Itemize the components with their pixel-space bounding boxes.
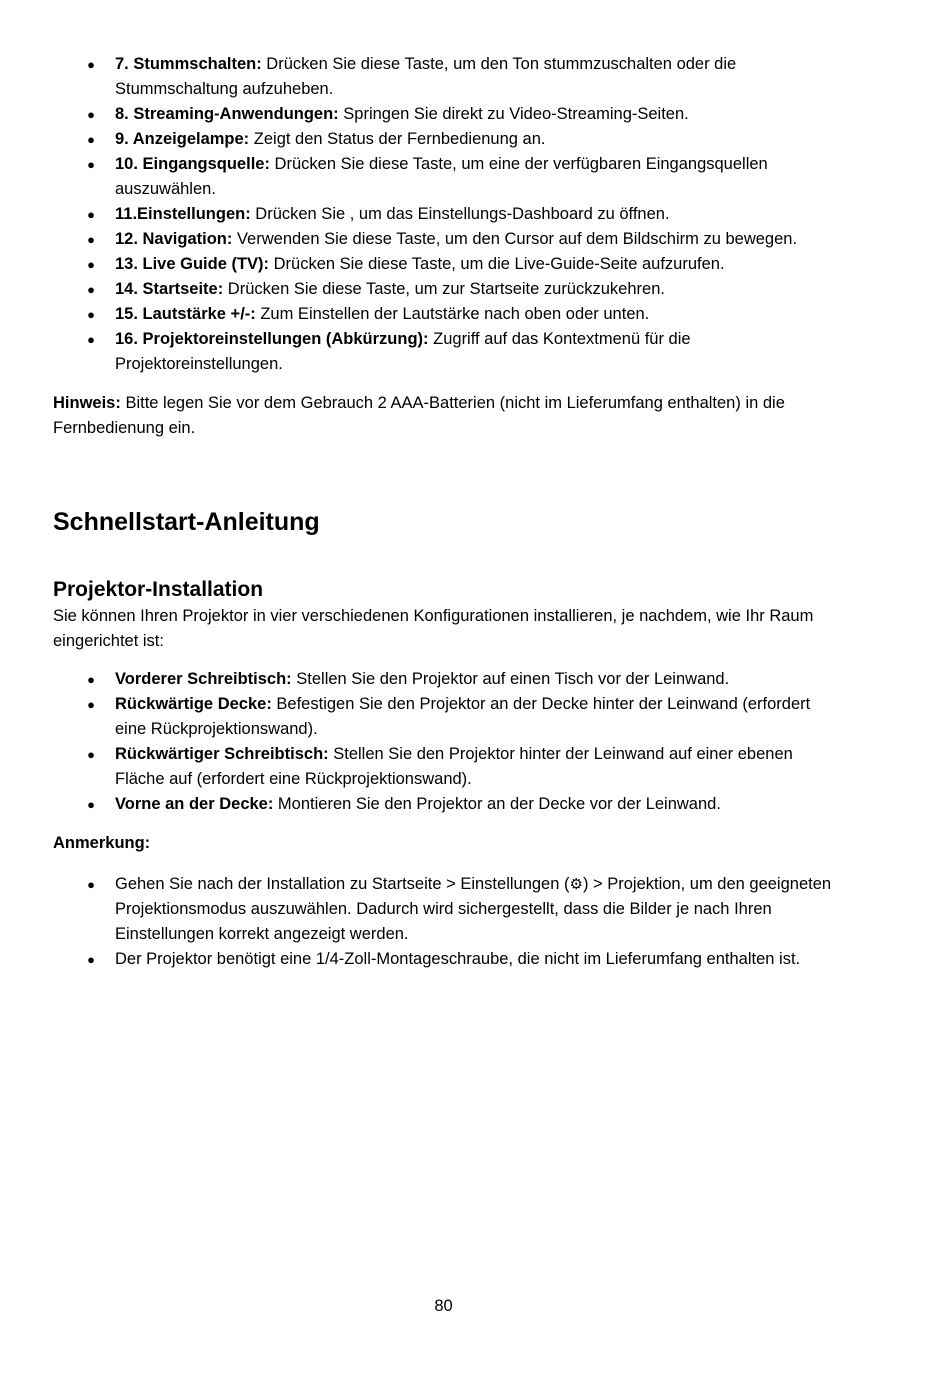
gear-icon: ⚙ [569,876,583,893]
list-item: ● Rückwärtige Decke: Befestigen Sie den Projektor an der Decke hinter der Leinwand (erfordert eine Rückprojektionswand). [53,692,833,742]
list-item: ● 15. Lautstärke +/-: Zum Einstellen der Lautstärke nach oben oder unten. [53,302,833,327]
list-item: ● Gehen Sie nach der Installation zu Startseite > Einstellungen (⚙) > Projektion, um den geeigneten Projektionsmodus auszuwählen. Dadurch wird sichergestellt, dass die Bilder je nach Ihren Einstellungen korrekt angezeigt werden. [53,872,833,947]
bullet: ● [87,257,95,272]
bullet: ● [87,207,95,222]
subsection-title: Projektor-Installation [53,578,264,601]
list-item: ● 10. Eingangsquelle: Drücken Sie diese Taste, um eine der verfügbaren Eingangsquellen auszuwählen. [53,152,833,202]
anmerkung-label: Anmerkung: [53,834,151,852]
page-number: 80 [434,1297,453,1315]
intro-paragraph: Sie können Ihren Projektor in vier verschiedenen Konfigurationen installieren, je nachdem, wie Ihr Raum eingerichtet ist: [53,607,814,650]
bullet: ● [87,307,95,322]
bullet: ● [87,132,95,147]
bullet: ● [87,232,95,247]
bullet: ● [87,797,95,812]
list-item: ● Der Projektor benötigt eine 1/4-Zoll-Montageschraube, die nicht im Lieferumfang enthalten ist. [53,947,833,972]
list-item: ● 11.Einstellungen: Drücken Sie , um das Einstellungs-Dashboard zu öffnen. [53,202,833,227]
list-item: ● 9. Anzeigelampe: Zeigt den Status der Fernbedienung an. [53,127,833,152]
bullet: ● [87,952,95,967]
bullet: ● [87,877,95,892]
list-item: ● 14. Startseite: Drücken Sie diese Taste, um zur Startseite zurückzukehren. [53,277,833,302]
bullet: ● [87,747,95,762]
bullet: ● [87,282,95,297]
list-item: ● 8. Streaming-Anwendungen: Springen Sie direkt zu Video-Streaming-Seiten. [53,102,833,127]
document-page [53,50,833,972]
bullet: ● [87,107,95,122]
bullet: ● [87,157,95,172]
bullet: ● [87,57,95,72]
section-title: Schnellstart-Anleitung [53,508,320,536]
list-item: ● 7. Stummschalten: Drücken Sie diese Taste, um den Ton stummzuschalten oder die Stummschaltung aufzuheben. [53,52,833,102]
list-item: ● 13. Live Guide (TV): Drücken Sie diese Taste, um die Live-Guide-Seite aufzurufen. [53,252,833,277]
list-item: ● Rückwärtiger Schreibtisch: Stellen Sie den Projektor hinter der Leinwand auf einer ebenen Fläche auf (erfordert eine Rückprojektionswand). [53,742,833,792]
list-item: ● 16. Projektoreinstellungen (Abkürzung): Zugriff auf das Kontextmenü für die Projektoreinstellungen. [53,327,833,377]
hinweis-paragraph: Hinweis: Bitte legen Sie vor dem Gebrauch 2 AAA-Batterien (nicht im Lieferumfang enthalten) in die Fernbedienung ein. [53,394,785,437]
bullet: ● [87,332,95,347]
bullet: ● [87,697,95,712]
bullet: ● [87,672,95,687]
list-item: ● 12. Navigation: Verwenden Sie diese Taste, um den Cursor auf dem Bildschirm zu bewegen. [53,227,833,252]
remote-button-list [53,52,833,377]
list-item: ● Vorne an der Decke: Montieren Sie den Projektor an der Decke vor der Leinwand. [53,792,833,817]
list-item: ● Vorderer Schreibtisch: Stellen Sie den Projektor auf einen Tisch vor der Leinwand. [53,667,833,692]
note-list [53,872,833,972]
installation-list [53,667,833,817]
